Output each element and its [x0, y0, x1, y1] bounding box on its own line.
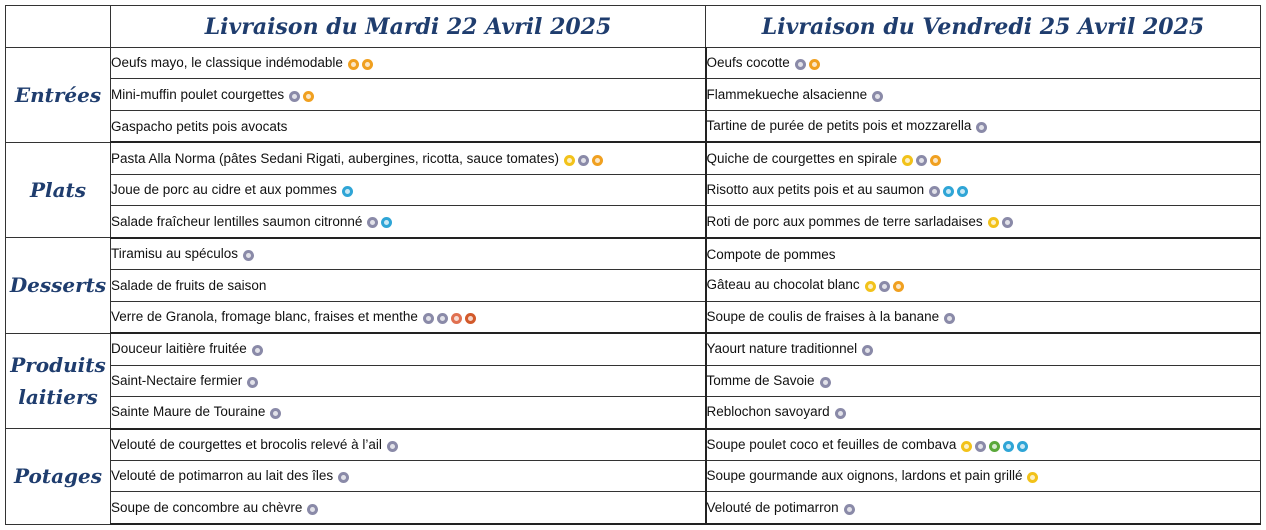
- corner-cell: [6, 6, 111, 48]
- grey-icon: [387, 441, 398, 452]
- grey-icon: [338, 472, 349, 483]
- orange-icon: [930, 155, 941, 166]
- category-entrees: Entrées: [6, 48, 111, 143]
- diet-icons: [859, 342, 873, 357]
- diet-icons: [267, 405, 281, 420]
- grey-icon: [916, 155, 927, 166]
- tuesday-dish-cell: [111, 206, 706, 238]
- menu-row: [6, 48, 1261, 79]
- grey-icon: [307, 504, 318, 515]
- green-icon: [989, 441, 1000, 452]
- grey-icon: [872, 91, 883, 102]
- menu-table: [5, 5, 1261, 525]
- grey-icon: [844, 504, 855, 515]
- menu-row: [6, 301, 1261, 333]
- diet-icons: [817, 374, 831, 389]
- tuesday-dish-cell: [111, 492, 706, 524]
- diet-icons: [420, 310, 476, 325]
- dish-name: Soupe de concombre au chèvre: [111, 499, 303, 515]
- dish-name: Gaspacho petits pois avocats: [111, 118, 288, 134]
- dish-name: Soupe gourmande aux oignons, lardons et pain grillé: [706, 468, 1023, 484]
- menu-row: [6, 365, 1261, 396]
- yellow-icon: [988, 217, 999, 228]
- diet-icons: [249, 342, 263, 357]
- blue-icon: [943, 186, 954, 197]
- grey-icon: [862, 345, 873, 356]
- dish-name: Quiche de courgettes en spirale: [706, 150, 898, 166]
- menu-row: [6, 206, 1261, 238]
- yellow-icon: [902, 155, 913, 166]
- diet-icons: [862, 278, 904, 293]
- diet-icons: [304, 501, 318, 516]
- menu-row: [6, 79, 1261, 110]
- dish-name: Salade fraîcheur lentilles saumon citronné: [111, 213, 363, 229]
- orange-icon: [592, 155, 603, 166]
- dish-name: Velouté de potimarron au lait des îles: [111, 468, 334, 484]
- grey-icon: [367, 217, 378, 228]
- tuesday-dish-cell: [111, 174, 706, 205]
- menu-row: [6, 174, 1261, 205]
- friday-dish-cell: [706, 238, 1261, 270]
- friday-dish-cell: [706, 142, 1261, 174]
- dish-name: Tartine de purée de petits pois et mozzarella: [706, 118, 972, 134]
- dish-name: Salade de fruits de saison: [111, 277, 267, 293]
- menu-row: [6, 238, 1261, 270]
- menu-row: [6, 270, 1261, 301]
- grey-icon: [252, 345, 263, 356]
- orange-icon: [893, 281, 904, 292]
- tuesday-dish-cell: [111, 365, 706, 396]
- tuesday-dish-cell: [111, 397, 706, 429]
- category-produits-laitiers: Produits laitiers: [6, 333, 111, 428]
- brown-icon: [465, 313, 476, 324]
- dish-name: Mini-muffin poulet courgettes: [111, 86, 285, 102]
- friday-dish-cell: [706, 110, 1261, 142]
- grey-icon: [437, 313, 448, 324]
- dish-name: Oeufs cocotte: [706, 55, 790, 71]
- grey-icon: [289, 91, 300, 102]
- dish-name: Tiramisu au spéculos: [111, 246, 239, 262]
- blue-icon: [381, 217, 392, 228]
- yellow-icon: [865, 281, 876, 292]
- friday-dish-cell: [706, 206, 1261, 238]
- diet-icons: [364, 215, 392, 230]
- dish-name: Yaourt nature traditionnel: [706, 341, 858, 357]
- dish-name: Douceur laitière fruitée: [111, 341, 247, 357]
- pink-icon: [451, 313, 462, 324]
- grey-icon: [423, 313, 434, 324]
- header-row: [6, 6, 1261, 48]
- dish-name: Sainte Maure de Touraine: [111, 404, 266, 420]
- diet-icons: [832, 405, 846, 420]
- category-plats: Plats: [6, 142, 111, 237]
- menu-row: [6, 110, 1261, 142]
- diet-icons: [384, 438, 398, 453]
- friday-dish-cell: [706, 333, 1261, 365]
- tuesday-dish-cell: [111, 48, 706, 79]
- yellow-icon: [564, 155, 575, 166]
- grey-icon: [247, 377, 258, 388]
- diet-icons: [941, 310, 955, 325]
- diet-icons: [973, 119, 987, 134]
- dish-name: Reblochon savoyard: [706, 404, 830, 420]
- diet-icons: [899, 152, 941, 167]
- friday-dish-cell: [706, 365, 1261, 396]
- dish-name: Joue de porc au cidre et aux pommes: [111, 182, 337, 198]
- friday-dish-cell: [706, 48, 1261, 79]
- tuesday-dish-cell: [111, 301, 706, 333]
- dish-name: Flammekueche alsacienne: [706, 86, 868, 102]
- diet-icons: [561, 152, 603, 167]
- tuesday-dish-cell: [111, 333, 706, 365]
- menu-row: [6, 492, 1261, 524]
- grey-icon: [820, 377, 831, 388]
- dish-name: Soupe poulet coco et feuilles de combava: [706, 436, 957, 452]
- grey-icon: [879, 281, 890, 292]
- grey-icon: [835, 408, 846, 419]
- friday-dish-cell: [706, 492, 1261, 524]
- blue-icon: [342, 186, 353, 197]
- orange-icon: [809, 59, 820, 70]
- tuesday-header: Livraison du Mardi 22 Avril 2025: [111, 6, 706, 48]
- orange-icon: [362, 59, 373, 70]
- friday-dish-cell: [706, 270, 1261, 301]
- orange-icon: [303, 91, 314, 102]
- grey-icon: [270, 408, 281, 419]
- menu-body: [6, 48, 1261, 525]
- diet-icons: [339, 183, 353, 198]
- grey-icon: [1002, 217, 1013, 228]
- dish-name: Oeufs mayo, le classique indémodable: [111, 55, 343, 71]
- diet-icons: [926, 183, 968, 198]
- diet-icons: [985, 215, 1013, 230]
- dish-name: Tomme de Savoie: [706, 372, 815, 388]
- diet-icons: [792, 56, 820, 71]
- grey-icon: [795, 59, 806, 70]
- friday-header: Livraison du Vendredi 25 Avril 2025: [706, 6, 1261, 48]
- dish-name: Risotto aux petits pois et au saumon: [706, 182, 925, 198]
- yellow-icon: [1027, 472, 1038, 483]
- tuesday-dish-cell: [111, 142, 706, 174]
- tuesday-dish-cell: [111, 238, 706, 270]
- diet-icons: [345, 56, 373, 71]
- category-desserts: Desserts: [6, 238, 111, 333]
- diet-icons: [841, 501, 855, 516]
- grey-icon: [944, 313, 955, 324]
- tuesday-dish-cell: [111, 270, 706, 301]
- diet-icons: [958, 438, 1028, 453]
- dish-name: Roti de porc aux pommes de terre sarladaises: [706, 213, 983, 229]
- yellow-icon: [961, 441, 972, 452]
- grey-icon: [975, 441, 986, 452]
- friday-dish-cell: [706, 397, 1261, 429]
- friday-dish-cell: [706, 429, 1261, 461]
- grey-icon: [243, 250, 254, 261]
- dish-name: Velouté de courgettes et brocolis relevé à l’ail: [111, 436, 382, 452]
- blue-icon: [1017, 441, 1028, 452]
- tuesday-dish-cell: [111, 110, 706, 142]
- dish-name: Verre de Granola, fromage blanc, fraises et menthe: [111, 308, 418, 324]
- friday-dish-cell: [706, 79, 1261, 110]
- orange-icon: [348, 59, 359, 70]
- friday-dish-cell: [706, 301, 1261, 333]
- grey-icon: [976, 122, 987, 133]
- menu-row: [6, 142, 1261, 174]
- diet-icons: [286, 88, 314, 103]
- grey-icon: [929, 186, 940, 197]
- diet-icons: [335, 469, 349, 484]
- friday-dish-cell: [706, 461, 1261, 492]
- diet-icons: [244, 374, 258, 389]
- tuesday-dish-cell: [111, 79, 706, 110]
- tuesday-dish-cell: [111, 429, 706, 461]
- dish-name: Pasta Alla Norma (pâtes Sedani Rigati, aubergines, ricotta, sauce tomates): [111, 150, 559, 166]
- diet-icons: [1024, 469, 1038, 484]
- blue-icon: [957, 186, 968, 197]
- tuesday-dish-cell: [111, 461, 706, 492]
- dish-name: Soupe de coulis de fraises à la banane: [706, 308, 940, 324]
- category-potages: Potages: [6, 429, 111, 524]
- menu-row: [6, 461, 1261, 492]
- diet-icons: [240, 247, 254, 262]
- dish-name: Velouté de potimarron: [706, 499, 839, 515]
- grey-icon: [578, 155, 589, 166]
- diet-icons: [869, 88, 883, 103]
- dish-name: Compote de pommes: [706, 246, 836, 262]
- menu-row: [6, 333, 1261, 365]
- menu-row: [6, 397, 1261, 429]
- dish-name: Saint-Nectaire fermier: [111, 372, 243, 388]
- blue-icon: [1003, 441, 1014, 452]
- menu-row: [6, 429, 1261, 461]
- dish-name: Gâteau au chocolat blanc: [706, 277, 860, 293]
- friday-dish-cell: [706, 174, 1261, 205]
